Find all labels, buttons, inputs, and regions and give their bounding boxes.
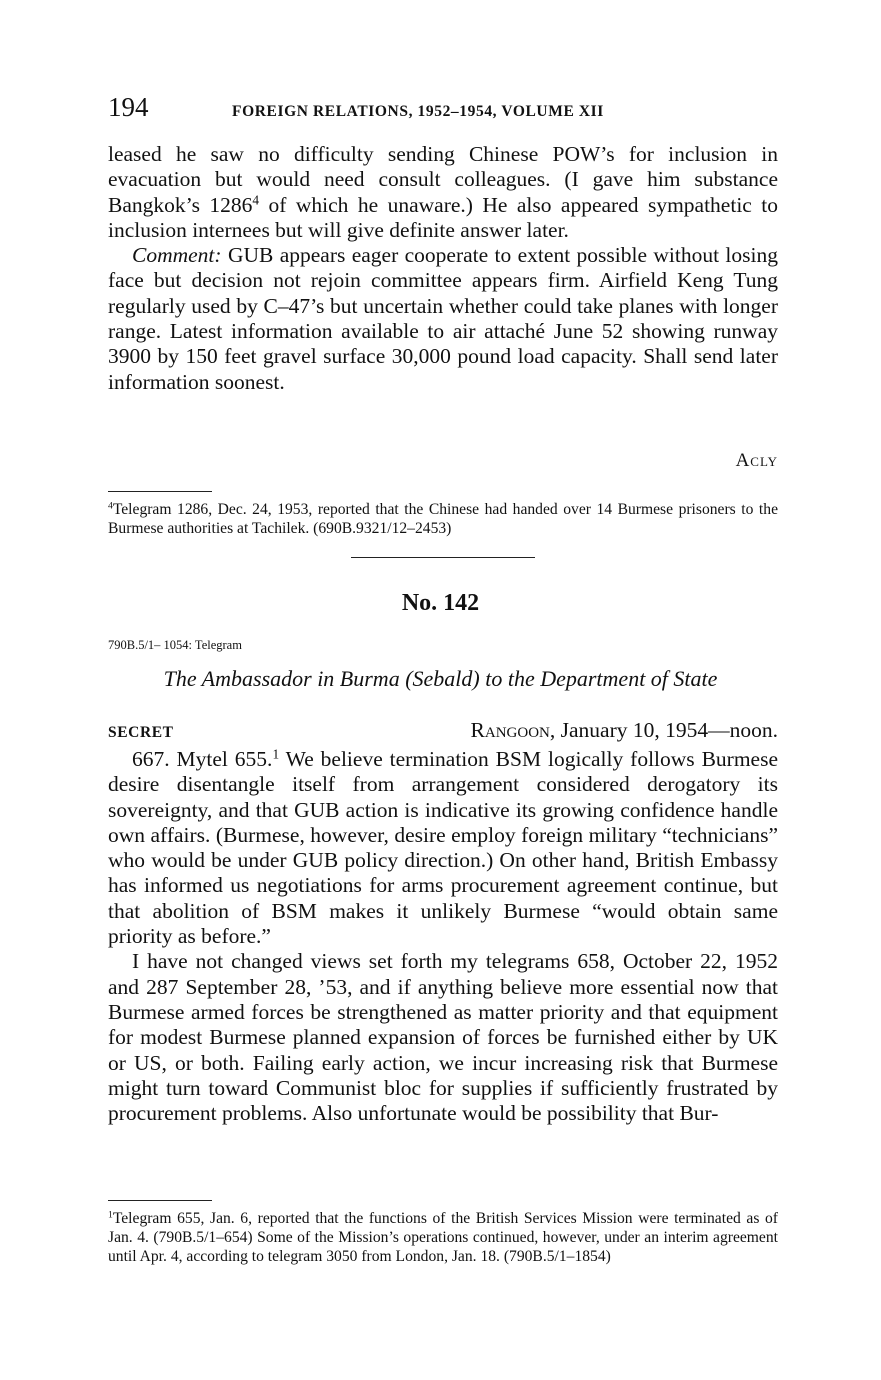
comment-label: Comment: (132, 243, 222, 268)
running-head: FOREIGN RELATIONS, 1952–1954, VOLUME XII (232, 103, 604, 120)
telegram-body (108, 747, 778, 1126)
signature: Acly (735, 450, 778, 471)
continued-paragraph: leased he saw no difficulty sending Chinese POW’s for inclusion in evacuation but would need consult colleagues. (I gave him substance Bangkok’s 1286$^4$ of which he unaware.) He also appeared sympathetic to inclusion internees but will give definite answer later. (108, 142, 778, 242)
footnote-ref-1: 1 (272, 746, 280, 762)
document-title: The Ambassador in Burma (Sebald) to the Department of State (163, 666, 718, 691)
dateline-row (108, 718, 778, 748)
footnote-marker: 4 (108, 500, 113, 512)
dateline: Rangoon, January 10, 1954—noon. (470, 718, 778, 742)
section-divider (351, 557, 535, 558)
footnote-rule (108, 491, 212, 492)
telegram-paragraph-2: I have not changed views set forth my telegrams 658, October 22, 1952 and 287 September 28, ’53, and if anything believe more essential now that Burmese armed forces be strengthened as matter priority and that equipment for modest Burmese planned expansion of forces be furnished either by UK or US, or both. Failing early action, we incur increasing risk that Burmese might turn toward Communist bloc for supplies if sufficiently frustrated by procurement problems. Also unfortunate would be possibility that Bur- (108, 949, 778, 1126)
footnote-4: $^4$Telegram 1286, Dec. 24, 1953, reported that the Chinese had handed over 14 Burmese prisoners to the Burmese authorities at Tachilek. (690B.9321/12–2453) (108, 500, 778, 538)
classification: SECRET (108, 724, 174, 741)
footnote-ref-4: 4 (252, 192, 260, 208)
file-reference: 790B.5/1– 1054: Telegram (108, 638, 242, 652)
page-number: 194 (108, 92, 149, 122)
footnote-rule (108, 1200, 212, 1201)
document-number: No. 142 (401, 590, 480, 616)
dateline-place: Rangoon (470, 718, 550, 742)
top-section (108, 142, 778, 395)
comment-paragraph: Comment: GUB appears eager cooperate to extent possible without losing face but decision not rejoin committee appears firm. Airfield Keng Tung regularly used by C–47’s but uncertain whether could take planes with longer range. Latest information available to air attaché June 52 showing runway 3900 by 150 feet gravel surface 30,000 pound load capacity. Shall send later information soonest. (108, 243, 778, 394)
telegram-paragraph-1: 667. Mytel 655.$^1$ We believe termination BSM logically follows Burmese desire disentangle itself from arrangement considered derogatory its sovereignty, and that GUB action is indicative its growing confidence handle own affairs. (Burmese, however, desire employ foreign military “technicians” who would be under GUB policy direction.) On other hand, British Embassy has informed us negotiations for arms procurement agreement continue, but that abolition of BSM makes it unlikely Burmese “would obtain same priority as before.” (108, 746, 778, 949)
footnote-1: $^1$Telegram 655, Jan. 6, reported that the functions of the British Services Mission were terminated as of Jan. 4. (790B.5/1–654) Some of the Mission’s operations continued, however, under an interim agreement until Apr. 4, according to telegram 3050 from London, Jan. 18. (790B.5/1–1854) (108, 1209, 778, 1266)
footnote-marker: 1 (108, 1209, 113, 1221)
page-header (108, 92, 778, 126)
